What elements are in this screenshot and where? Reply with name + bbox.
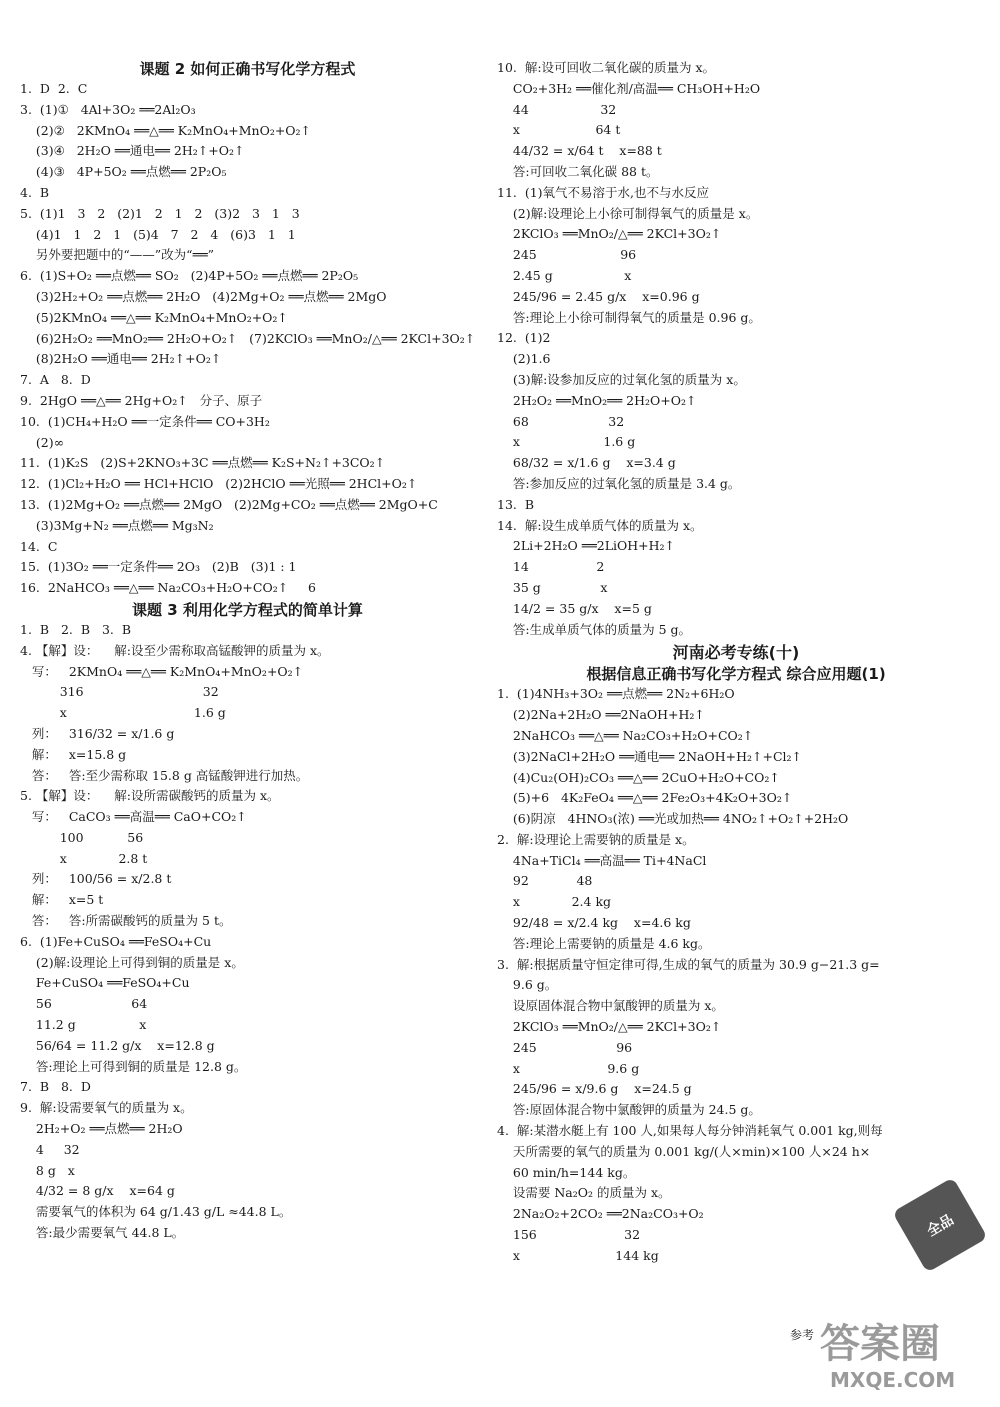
answer-line: 答:理论上小徐可制得氧气的质量是 0.96 g。 [497, 309, 761, 325]
answer-line: 11. (1)K₂S (2)S+2KNO₃+3C ══点燃══ K₂S+N₂↑+3CO₂↑ [20, 455, 386, 471]
answer-line: 56/64 = 11.2 g/x x=12.8 g [20, 1037, 215, 1053]
answer-line: (5)2KMnO₄ ══△══ K₂MnO₄+MnO₂+O₂↑ [20, 309, 288, 325]
answer-line: 245/96 = 2.45 g/x x=0.96 g [497, 288, 700, 304]
answer-line: Fe+CuSO₄ ══FeSO₄+Cu [20, 975, 190, 991]
answer-line: 6. (1)S+O₂ ══点燃══ SO₂ (2)4P+5O₂ ══点燃══ 2P₂O₅ [20, 268, 359, 284]
section-heading-lesson-2: 课题 2 如何正确书写化学方程式 [139, 60, 356, 78]
answer-line: 答:生成单质气体的质量为 5 g。 [497, 621, 692, 637]
answer-line: 44 32 [497, 101, 617, 117]
right-answers-block-1 [497, 58, 975, 640]
answer-line: 答:原固体混合物中氯酸钾的质量为 24.5 g。 [497, 1102, 761, 1118]
answer-line: 3. 解:根据质量守恒定律可得,生成的氧气的质量为 30.9 g−21.3 g= [497, 956, 880, 972]
answer-line: CO₂+3H₂ ══催化剂/高温══ CH₃OH+H₂O [497, 80, 761, 96]
answer-line: 13. B [497, 496, 535, 512]
answer-line: 245 96 [497, 1039, 633, 1055]
answer-line: 9. 解:设需要氧气的质量为 x。 [20, 1100, 193, 1116]
answer-line: (2)1.6 [497, 351, 551, 367]
answer-line: (3)2NaCl+2H₂O ══通电══ 2NaOH+H₂↑+Cl₂↑ [497, 748, 803, 764]
answer-line: 245/96 = x/9.6 g x=24.5 g [497, 1081, 692, 1097]
answer-line: (3)④ 2H₂O ══通电══ 2H₂↑+O₂↑ [20, 143, 245, 159]
answer-line: (2)解:设理论上小徐可制得氧气的质量是 x。 [497, 205, 759, 221]
answer-line: 1. D 2. C [20, 81, 88, 96]
answer-line: (2)2Na+2H₂O ══2NaOH+H₂↑ [497, 707, 705, 723]
answer-line: 2KClO₃ ══MnO₂/△══ 2KCl+3O₂↑ [497, 226, 722, 242]
answer-line: (4)③ 4P+5O₂ ══点燃══ 2P₂O₅ [20, 164, 227, 180]
answer-line: 2NaHCO₃ ══△══ Na₂CO₃+H₂O+CO₂↑ [497, 727, 754, 743]
section-heading-lesson-3: 课题 3 利用化学方程式的简单计算 [132, 600, 363, 619]
answer-line: 解： x=5 t [20, 892, 104, 908]
answer-line: (2)② 2KMnO₄ ══△══ K₂MnO₄+MnO₂+O₂↑ [20, 122, 312, 138]
answer-line: 44/32 = x/64 t x=88 t [497, 143, 662, 159]
answer-line: 天所需要的氧气的质量为 0.001 kg/(人×min)×100 人×24 h× [497, 1143, 871, 1159]
page-footer-label: 参考 [790, 1328, 815, 1342]
answer-line: 12. (1)2 [497, 330, 551, 346]
answer-line: 4. 【解】设： 解:设至少需称取高锰酸钾的质量为 x。 [20, 642, 330, 658]
answer-line: 4Na+TiCl₄ ══高温══ Ti+4NaCl [497, 852, 707, 868]
answer-line: 13. (1)2Mg+O₂ ══点燃══ 2MgO (2)2Mg+CO₂ ══点燃══ 2MgO+C [20, 496, 438, 512]
answer-line: 10. (1)CH₄+H₂O ══一定条件══ CO+3H₂ [20, 413, 270, 429]
answer-line: (8)2H₂O ══通电══ 2H₂↑+O₂↑ [20, 351, 222, 367]
answer-line: 14 2 [497, 559, 605, 575]
answer-line: 9.6 g。 [497, 977, 558, 993]
answer-line: 156 32 [497, 1227, 641, 1243]
answer-line: 56 64 [20, 996, 148, 1012]
answer-line: x 1.6 g [497, 434, 636, 450]
left-column [20, 58, 475, 1244]
answer-line: 11. (1)氧气不易溶于水,也不与水反应 [497, 184, 710, 200]
answer-line: 3. (1)① 4Al+3O₂ ══2Al₂O₃ [20, 101, 196, 117]
answer-line: (5)+6 4K₂FeO₄ ══△══ 2Fe₂O₃+4K₂O+3O₂↑ [497, 790, 793, 806]
answer-line: 92 48 [497, 873, 593, 889]
answer-line: 10. 解:设可回收二氧化碳的质量为 x。 [497, 60, 716, 75]
answer-line: 解： x=15.8 g [20, 746, 127, 762]
answer-line: 7. B 8. D [20, 1079, 91, 1095]
answer-line: 答:可回收二氧化碳 88 t。 [497, 163, 659, 179]
right-column [497, 58, 975, 1267]
answer-line: (6)2H₂O₂ ══MnO₂══ 2H₂O+O₂↑ (7)2KClO₃ ══MnO₂/△══ 2KCl+3O₂↑ [20, 330, 475, 346]
answer-line: 5. (1)1 3 2 (2)1 2 1 2 (3)2 3 1 3 [20, 205, 300, 221]
answer-line: 5. 【解】设： 解:设所需碳酸钙的质量为 x。 [20, 788, 280, 804]
answer-line: x 2.8 t [20, 850, 148, 866]
answer-line: (2)∞ [20, 434, 65, 450]
answer-line: 316 32 [20, 684, 219, 700]
answer-line: 1. (1)4NH₃+3O₂ ══点燃══ 2N₂+6H₂O [497, 686, 735, 702]
answer-line: 6. (1)Fe+CuSO₄ ══FeSO₄+Cu [20, 933, 212, 949]
answer-line: 14/2 = 35 g/x x=5 g [497, 600, 652, 616]
section-subheading-henan-special: 根据信息正确书写化学方程式 综合应用题(1) [586, 665, 886, 684]
answer-line: 4/32 = 8 g/x x=64 g [20, 1183, 175, 1199]
answer-line: 35 g x [497, 579, 608, 595]
answer-line: 4. 解:某潜水艇上有 100 人,如果每人每分钟消耗氧气 0.001 kg,则每 [497, 1123, 883, 1139]
answer-line: 4. B [20, 184, 50, 200]
answer-line: 答:理论上可得到铜的质量是 12.8 g。 [20, 1058, 247, 1074]
answer-line: 7. A 8. D [20, 372, 91, 388]
answer-line: 答： 答:所需碳酸钙的质量为 5 t。 [20, 913, 232, 929]
answer-line: x 9.6 g [497, 1060, 640, 1076]
answer-line: x 1.6 g [20, 705, 226, 721]
watermark-url-text: MXQE.COM [830, 1368, 956, 1392]
answer-line: 列： 100/56 = x/2.8 t [20, 871, 172, 887]
answer-line: 写： 2KMnO₄ ══△══ K₂MnO₄+MnO₂+O₂↑ [20, 663, 304, 679]
answer-line: 2Na₂O₂+2CO₂ ══2Na₂CO₃+O₂ [497, 1206, 704, 1222]
answer-line: 11.2 g x [20, 1017, 147, 1033]
answer-line: (6)阴凉 4HNO₃(浓) ══光或加热══ 4NO₂↑+O₂↑+2H₂O [497, 811, 849, 827]
answer-line: (4)1 1 2 1 (5)4 7 2 4 (6)3 1 1 [20, 226, 296, 242]
answer-line: 2H₂+O₂ ══点燃══ 2H₂O [20, 1121, 183, 1137]
answer-line: 9. 2HgO ══△══ 2Hg+O₂↑ 分子、原子 [20, 392, 263, 408]
answer-line: (4)Cu₂(OH)₂CO₃ ══△══ 2CuO+H₂O+CO₂↑ [497, 769, 780, 785]
answer-line: 另外要把题中的“——”改为“══” [20, 247, 215, 263]
answer-line: 16. 2NaHCO₃ ══△══ Na₂CO₃+H₂O+CO₂↑ 6 [20, 580, 317, 596]
answer-line: 设需要 Na₂O₂ 的质量为 x。 [497, 1185, 671, 1201]
answer-line: 列： 316/32 = x/1.6 g [20, 725, 175, 741]
answer-line: 1. B 2. B 3. B [20, 621, 132, 637]
answer-line: 2. 解:设理论上需要钠的质量是 x。 [497, 831, 695, 847]
answer-line: 92/48 = x/2.4 kg x=4.6 kg [497, 915, 691, 931]
answer-line: 68 32 [497, 413, 625, 429]
answer-line: 12. (1)Cl₂+H₂O ══ HCl+HClO (2)2HClO ══光照══ 2HCl+O₂↑ [20, 476, 418, 492]
answer-line: 答:最少需要氧气 44.8 L。 [20, 1225, 185, 1241]
answer-line: 需要氧气的体积为 64 g/1.43 g/L ≈44.8 L。 [20, 1204, 292, 1220]
answer-line: 8 g x [20, 1162, 75, 1178]
answer-line: 2H₂O₂ ══MnO₂══ 2H₂O+O₂↑ [497, 392, 697, 408]
answer-line: 14. C [20, 538, 58, 554]
answer-line: 设原固体混合物中氯酸钾的质量为 x。 [497, 998, 724, 1014]
answer-line: 答:理论上需要钠的质量是 4.6 kg。 [497, 935, 711, 951]
answer-line: (3)解:设参加反应的过氧化氢的质量为 x。 [497, 371, 746, 387]
answer-line: (2)解:设理论上可得到铜的质量是 x。 [20, 954, 244, 970]
answer-line: x 64 t [497, 122, 621, 138]
answer-line: x 144 kg [497, 1247, 659, 1263]
watermark-stamp: 全品 [892, 1177, 988, 1273]
left-answers-block-2 [20, 620, 475, 1244]
answer-line: 写： CaCO₃ ══高温══ CaO+CO₂↑ [20, 809, 247, 825]
answer-line: 68/32 = x/1.6 g x=3.4 g [497, 455, 676, 471]
answer-line: 245 96 [497, 247, 637, 263]
answer-line: 15. (1)3O₂ ══一定条件══ 2O₃ (2)B (3)1 : 1 [20, 559, 297, 575]
watermark-logo-text: 答案圈 [820, 1321, 940, 1367]
right-answers-block-2 [497, 684, 975, 1266]
answer-line: 2.45 g x [497, 267, 632, 283]
answer-line: x 2.4 kg [497, 894, 612, 910]
answer-line: (3)2H₂+O₂ ══点燃══ 2H₂O (4)2Mg+O₂ ══点燃══ 2MgO [20, 288, 387, 304]
answer-line: 4 32 [20, 1141, 80, 1157]
answer-line: 2Li+2H₂O ══2LiOH+H₂↑ [497, 538, 676, 554]
left-answers-block-1 [20, 79, 475, 599]
answer-line: 60 min/h=144 kg。 [497, 1164, 636, 1180]
answer-line: (3)3Mg+N₂ ══点燃══ Mg₃N₂ [20, 517, 214, 533]
answer-line: 14. 解:设生成单质气体的质量为 x。 [497, 517, 703, 533]
answer-line: 答:参加反应的过氧化氢的质量是 3.4 g。 [497, 475, 741, 491]
section-heading-henan-special: 河南必考专练(十) [672, 643, 800, 663]
answer-line: 答： 答:至少需称取 15.8 g 高锰酸钾进行加热。 [20, 767, 309, 783]
answer-line: 2KClO₃ ══MnO₂/△══ 2KCl+3O₂↑ [497, 1019, 722, 1035]
answer-line: 100 56 [20, 829, 144, 845]
